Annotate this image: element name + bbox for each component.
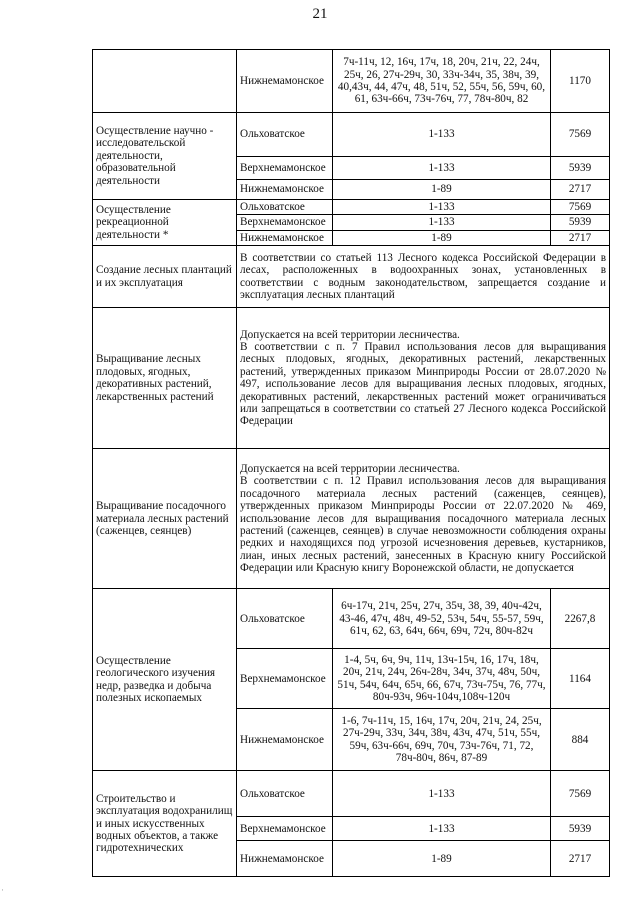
forestry-cell: Ольховатское: [237, 113, 333, 157]
quarters-cell: 1-133: [333, 771, 551, 817]
forestry-cell: Верхнемамонское: [237, 817, 333, 841]
area-cell: 2717: [551, 230, 610, 245]
quarters-cell: 7ч-11ч, 12, 16ч, 17ч, 18, 20ч, 21ч, 22, 24ч, 25ч, 26, 27ч-29ч, 30, 33ч-34ч, 35, 38ч, 39, 40,43ч, 44, 47ч, 48, 51ч, 52, 55ч, 56, 59ч, 60, 61, 63ч-66ч, 73ч-76ч, 77, 78ч-80ч, 82: [333, 50, 551, 113]
forestry-cell: Нижнемамонское: [237, 230, 333, 245]
forest-use-table: [92, 49, 610, 877]
table-row: [93, 771, 610, 817]
note-paragraph: В соответствии с п. 12 Правил использования лесов для выращивания посадочного материала лесных растений (саженцев, сеянцев), утвержденных приказом Минприроды России от 22.07.2020 № 469, использование лесов для выращивания посадочного материала лесных растений (саженцев, сеянцев) в случае невозможности соблюдения охраны редких и находящихся под угрозой исчезновения деревьев, кустарников, лиан, иных лесных растений, занесенных в Красную книгу Российской Федерации или Красную книгу Воронежской области, не допускается: [240, 475, 606, 575]
forestry-cell: Верхнемамонское: [237, 215, 333, 230]
area-cell: 2267,8: [551, 589, 610, 649]
scan-mark: ·: [1, 885, 4, 895]
area-cell: 7569: [551, 113, 610, 157]
area-cell: 5939: [551, 817, 610, 841]
quarters-cell: 1-89: [333, 230, 551, 245]
activity-cell: Осуществление геологического изучения недр, разведка и добыча полезных ископаемых: [93, 589, 237, 771]
quarters-cell: 1-133: [333, 817, 551, 841]
area-cell: 1164: [551, 649, 610, 709]
quarters-cell: 1-89: [333, 841, 551, 877]
area-cell: 2717: [551, 841, 610, 877]
activity-cell: Создание лесных плантаций и их эксплуатация: [93, 246, 237, 308]
table-row: [93, 589, 610, 649]
area-cell: 2717: [551, 180, 610, 200]
forestry-cell: Ольховатское: [237, 771, 333, 817]
forestry-cell: Ольховатское: [237, 589, 333, 649]
page-number: 21: [312, 6, 328, 22]
note-paragraph: В соответствии с п. 7 Правил использования лесов для выращивания лесных плодовых, ягодных, декоративных растений, лекарственных растений, утвержденных приказом Минприроды России от 28.07.2020 № 497, использование лесов для выращивания лесных плодовых, ягодных, декоративных растений, лекарственных растений может ограничиваться или запрещаться в соответствии со статьей 27 Лесного кодекса Российской Федерации: [240, 341, 606, 428]
area-cell: 5939: [551, 215, 610, 230]
note-paragraph: Допускается на всей территории лесничества.: [240, 462, 460, 475]
forestry-cell: Нижнемамонское: [237, 180, 333, 200]
area-cell: 7569: [551, 771, 610, 817]
forestry-cell: Верхнемамонское: [237, 649, 333, 709]
quarters-cell: 1-4, 5ч, 6ч, 9ч, 11ч, 13ч-15ч, 16, 17ч, 18ч, 20ч, 21ч, 24ч, 26ч-28ч, 34ч, 37ч, 48ч, 50ч, 51ч, 54ч, 64ч, 65ч, 66, 67ч, 73ч-75ч, 76, 77ч, 80ч-93ч, 96ч-104ч,108ч-120ч: [333, 649, 551, 709]
area-cell: 7569: [551, 200, 610, 215]
table-row: [93, 246, 610, 308]
activity-cell-empty: [93, 50, 237, 113]
quarters-cell: 1-133: [333, 113, 551, 157]
forestry-cell: Ольховатское: [237, 200, 333, 215]
table-row: [93, 308, 610, 449]
note-cell: [237, 308, 610, 449]
forestry-cell: Верхнемамонское: [237, 157, 333, 180]
table-row: [93, 50, 610, 113]
forestry-cell: Нижнемамонское: [237, 841, 333, 877]
quarters-cell: 1-6, 7ч-11ч, 15, 16ч, 17ч, 20ч, 21ч, 24, 25ч, 27ч-29ч, 33ч, 34ч, 38ч, 43ч, 47ч, 51ч, 55ч, 59ч, 63ч-66ч, 69ч, 70ч, 73ч-76ч, 71, 72, 78ч-80ч, 86ч, 87-89: [333, 709, 551, 771]
table-row: [93, 200, 610, 215]
area-cell: 884: [551, 709, 610, 771]
area-cell: 5939: [551, 157, 610, 180]
forestry-cell: Нижнемамонское: [237, 709, 333, 771]
quarters-cell: 6ч-17ч, 21ч, 25ч, 27ч, 35ч, 38, 39, 40ч-42ч, 43-46, 47ч, 48ч, 49-52, 53ч, 54ч, 55-57, 59ч, 61ч, 62, 63, 64ч, 66ч, 69ч, 72ч, 80ч-82ч: [333, 589, 551, 649]
table-row: [93, 449, 610, 589]
quarters-cell: 1-89: [333, 180, 551, 200]
forestry-cell: Нижнемамонское: [237, 50, 333, 113]
activity-cell: Осуществление рекреационной деятельности *: [93, 200, 237, 246]
activity-cell: Осуществление научно - исследовательской деятельности, образовательной деятельности: [93, 113, 237, 200]
note-paragraph: Допускается на всей территории лесничества.: [240, 328, 460, 341]
note-paragraph: В соответствии со статьей 113 Лесного кодекса Российской Федерации в лесах, расположенных в водоохранных зонах, установленных в соответствии с водным законодательством, запрещается создание и эксплуатация лесных плантаций: [240, 251, 606, 302]
table-row: [93, 113, 610, 157]
quarters-cell: 1-133: [333, 215, 551, 230]
activity-cell: Строительство и эксплуатация водохранилищ и иных искусственных водных объектов, а также гидротехнических: [93, 771, 237, 877]
note-cell: [237, 246, 610, 308]
quarters-cell: 1-133: [333, 200, 551, 215]
quarters-cell: 1-133: [333, 157, 551, 180]
activity-cell: Выращивание лесных плодовых, ягодных, декоративных растений, лекарственных растений: [93, 308, 237, 449]
activity-cell: Выращивание посадочного материала лесных растений (саженцев, сеянцев): [93, 449, 237, 589]
area-cell: 1170: [551, 50, 610, 113]
note-cell: [237, 449, 610, 589]
